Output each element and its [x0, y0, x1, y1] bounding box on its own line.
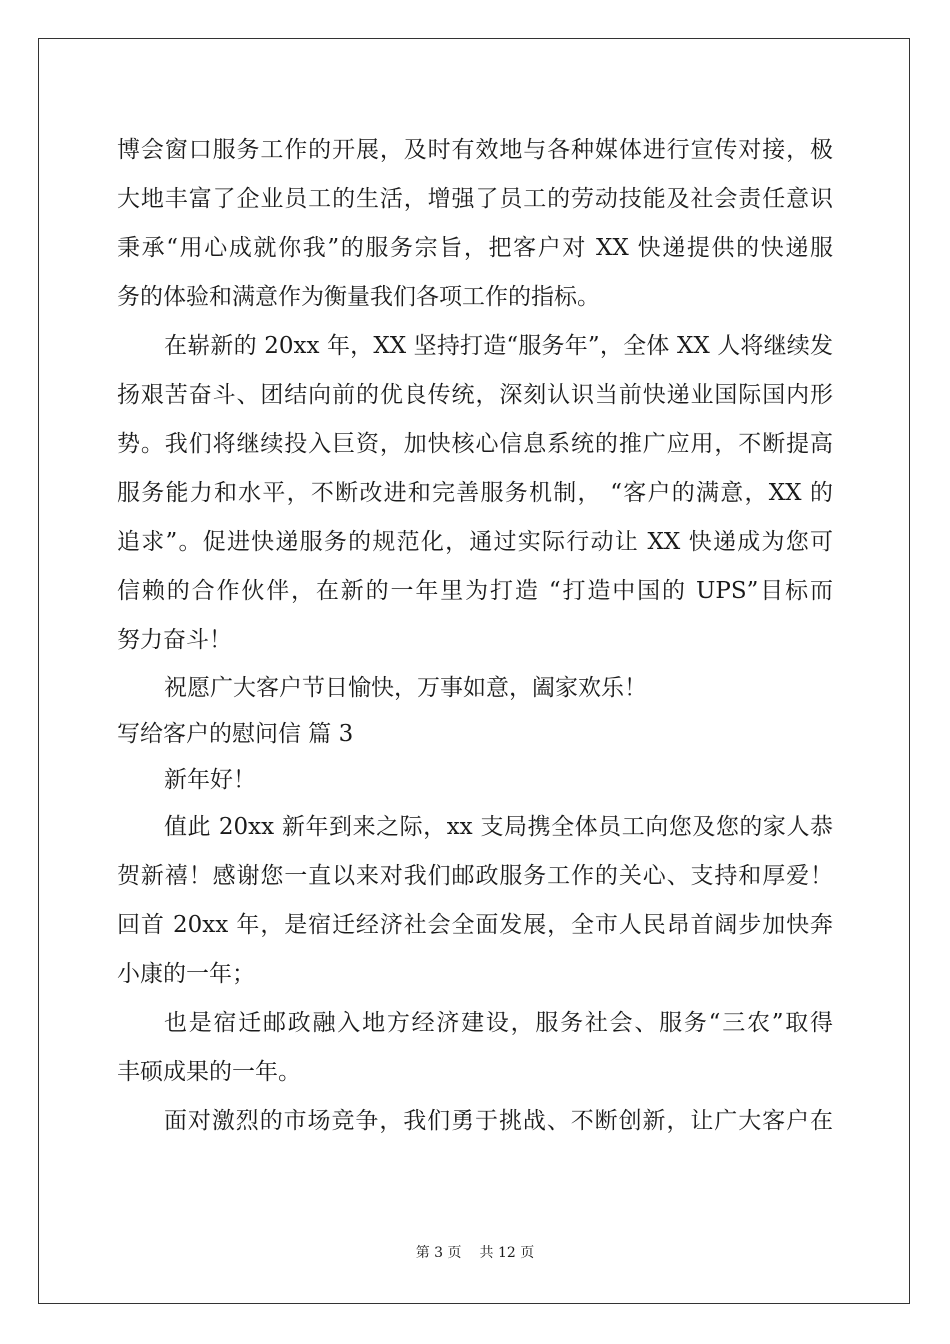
text-line-3: 秉承“用心成就你我”的服务宗旨，把客户对 XX 快递提供的快递服 [117, 235, 833, 261]
text-line-15: 值此 20xx 新年到来之际，xx 支局携全体员工向您及您的家人恭 [164, 814, 833, 840]
text-line-20: 丰硕成果的一年。 [117, 1059, 301, 1085]
text-line-2: 大地丰富了企业员工的生活，增强了员工的劳动技能及社会责任意识 [117, 186, 833, 212]
page-total: 共 12 页 [479, 1245, 535, 1261]
page-footer [0, 1242, 950, 1262]
section-heading: 写给客户的慰问信 篇 3 [117, 721, 354, 747]
text-line-16: 贺新禧！感谢您一直以来对我们邮政服务工作的关心、支持和厚爱！ [117, 863, 833, 889]
text-line-17: 回首 20xx 年，是宿迁经济社会全面发展，全市人民昂首阔步加快奔 [117, 912, 833, 938]
text-line-11: 努力奋斗！ [117, 627, 232, 653]
text-line-21: 面对激烈的市场竞争，我们勇于挑战、不断创新，让广大客户在 [164, 1108, 833, 1134]
text-line-18: 小康的一年； [117, 961, 255, 987]
text-line-6: 扬艰苦奋斗、团结向前的优良传统，深刻认识当前快递业国际国内形 [117, 382, 833, 408]
text-line-7: 势。我们将继续投入巨资，加快核心信息系统的推广应用，不断提高 [117, 431, 833, 457]
text-line-1: 博会窗口服务工作的开展，及时有效地与各种媒体进行宣传对接，极 [117, 137, 833, 163]
text-line-10: 信赖的合作伙伴，在新的一年里为打造 “打造中国的 UPS”目标而 [117, 578, 833, 604]
text-line-12: 祝愿广大客户节日愉快，万事如意，阖家欢乐！ [164, 675, 647, 701]
text-line-4: 务的体验和满意作为衡量我们各项工作的指标。 [117, 284, 600, 310]
text-line-19: 也是宿迁邮政融入地方经济建设，服务社会、服务“三农”取得 [164, 1010, 833, 1036]
text-line-9: 追求”。促进快递服务的规范化，通过实际行动让 XX 快递成为您可 [117, 529, 833, 555]
text-line-5: 在崭新的 20xx 年，XX 坚持打造“服务年”，全体 XX 人将继续发 [164, 333, 833, 359]
document-body [117, 126, 833, 1146]
greeting-line: 新年好！ [164, 767, 256, 793]
text-line-8: 服务能力和水平，不断改进和完善服务机制， “客户的满意，XX 的 [117, 480, 833, 506]
page-number: 第 3 页 [415, 1245, 462, 1261]
